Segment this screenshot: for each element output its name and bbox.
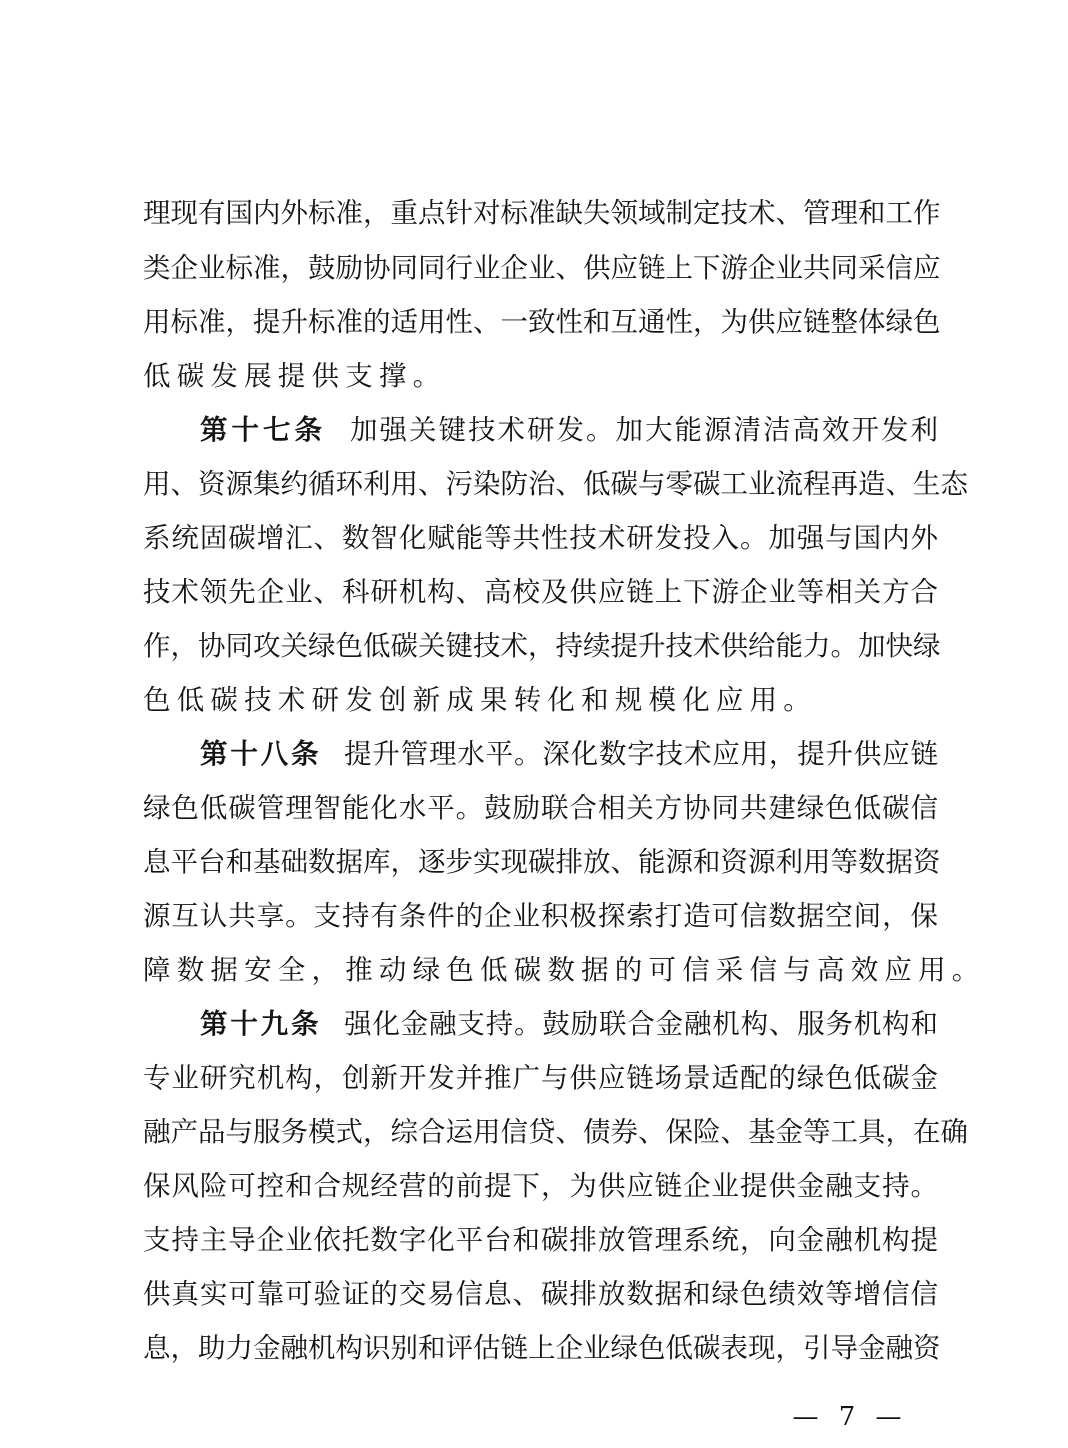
article-17-heading: 第十七条 bbox=[200, 414, 326, 446]
text-line: 绿色低碳管理智能化水平。鼓励联合相关方协同共建绿色低碳信 bbox=[143, 792, 938, 824]
text-line: 供真实可靠可验证的交易信息、碳排放数据和绿色绩效等增信信 bbox=[143, 1278, 938, 1310]
text-line: 提升管理水平。深化数字技术应用，提升供应链 bbox=[343, 738, 938, 770]
text-line: 低碳发展提供支撑。 bbox=[143, 360, 447, 392]
article-19-first-line bbox=[200, 999, 938, 1049]
text-line: 技术领先企业、科研机构、高校及供应链上下游企业等相关方合 bbox=[143, 576, 938, 608]
article-18-heading: 第十八条 bbox=[200, 738, 322, 770]
text-line: 障数据安全，推动绿色低碳数据的可信采信与高效应用。 bbox=[143, 954, 986, 986]
article-17-first-line bbox=[200, 405, 938, 455]
text-line: 用标准，提升标准的适用性、一致性和互通性，为供应链整体绿色 bbox=[143, 306, 941, 338]
article-18-first-line bbox=[200, 729, 938, 779]
text-line: 色低碳技术研发创新成果转化和规模化应用。 bbox=[143, 684, 817, 716]
text-line: 加强关键技术研发。加大能源清洁高效开发利 bbox=[348, 414, 938, 446]
article-19-heading: 第十九条 bbox=[200, 1008, 322, 1040]
text-line: 支持主导企业依托数字化平台和碳排放管理系统，向金融机构提 bbox=[143, 1224, 938, 1256]
text-line: 息，助力金融机构识别和评估链上企业绿色低碳表现，引导金融资 bbox=[143, 1332, 941, 1364]
text-line: 系统固碳增汇、数智化赋能等共性技术研发投入。加强与国内外 bbox=[143, 522, 938, 554]
text-line: 类企业标准，鼓励协同同行业企业、供应链上下游企业共同采信应 bbox=[143, 252, 941, 284]
page-number: — 7 — bbox=[792, 1402, 908, 1432]
text-line: 专业研究机构，创新开发并推广与供应链场景适配的绿色低碳金 bbox=[143, 1062, 938, 1094]
text-line: 息平台和基础数据库，逐步实现碳排放、能源和资源利用等数据资 bbox=[143, 846, 941, 878]
text-line: 用、资源集约循环利用、污染防治、低碳与零碳工业流程再造、生态 bbox=[143, 468, 968, 500]
text-line: 源互认共享。支持有条件的企业积极探索打造可信数据空间，保 bbox=[143, 900, 938, 932]
text-line: 作，协同攻关绿色低碳关键技术，持续提升技术供给能力。加快绿 bbox=[143, 630, 941, 662]
text-line: 保风险可控和合规经营的前提下，为供应链企业提供金融支持。 bbox=[143, 1170, 938, 1202]
text-line: 强化金融支持。鼓励联合金融机构、服务机构和 bbox=[343, 1008, 938, 1040]
text-line: 融产品与服务模式，综合运用信贷、债券、保险、基金等工具，在确 bbox=[143, 1116, 968, 1148]
text-line: 理现有国内外标准，重点针对标准缺失领域制定技术、管理和工作 bbox=[143, 197, 941, 229]
